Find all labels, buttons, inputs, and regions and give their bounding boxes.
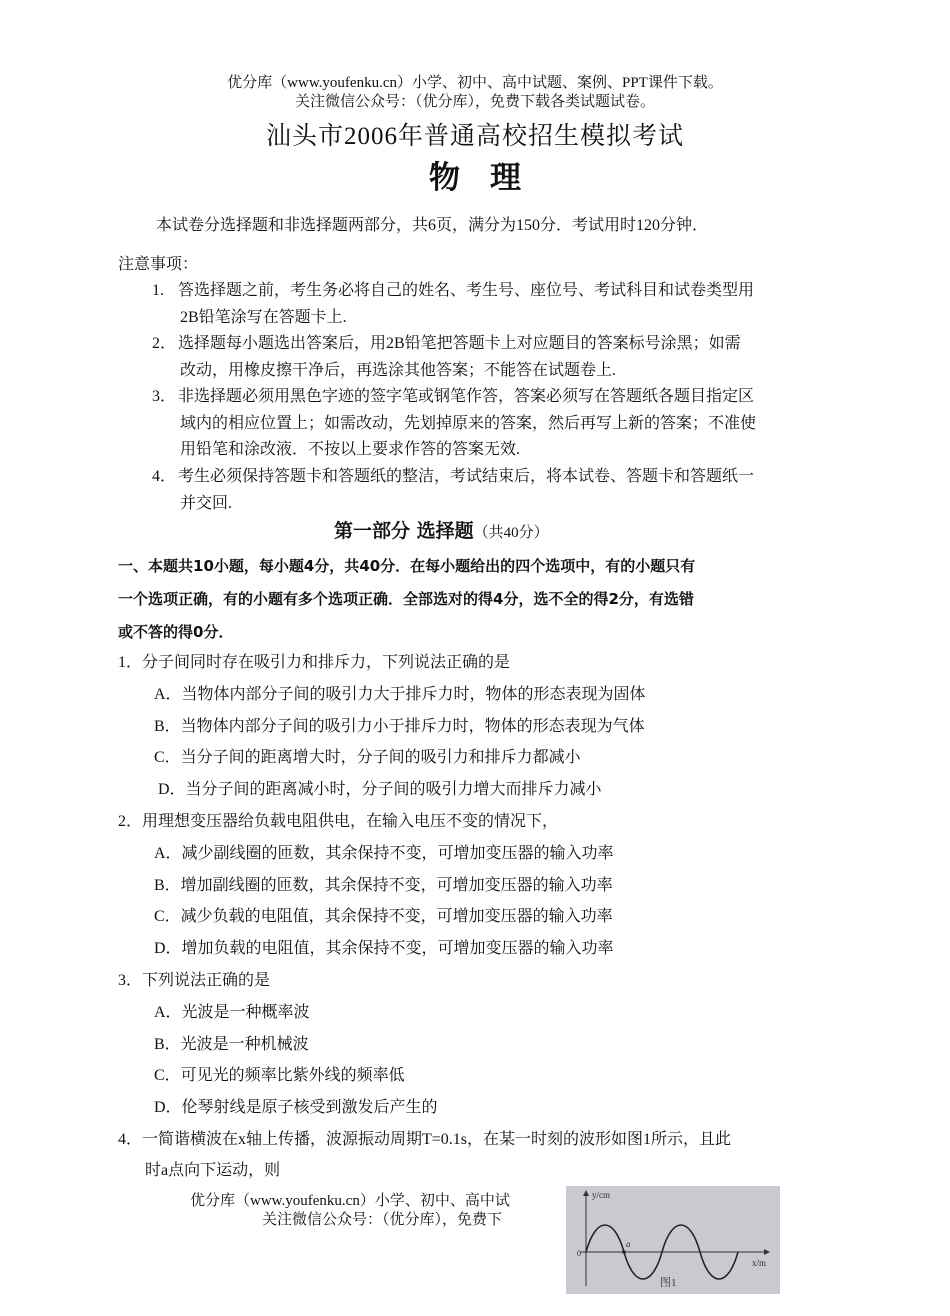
question-1-stem: 1．分子间同时存在吸引力和排斥力，下列说法正确的是 [118,654,511,671]
note-line: 2B铅笔涂写在答题卡上. [180,309,347,326]
instructions-line: 一、本题共10小题，每小题4分，共40分．在每小题给出的四个选项中，有的小题只有 [118,557,696,575]
question-2-option-a: A．减少副线圈的匝数，其余保持不变，可增加变压器的输入功率 [154,845,614,862]
x-axis-label: x/m [752,1258,767,1268]
note-line: 考生必须保持答题卡和答题纸的整洁，考试结束后，将本试卷、答题卡和答题纸一 [178,468,755,485]
note-number: 3． [152,388,177,405]
y-axis-label: y/cm [592,1190,610,1200]
note-number: 2． [152,335,177,352]
question-2-option-d: D．增加负载的电阻值，其余保持不变，可增加变压器的输入功率 [154,940,614,957]
question-3-option-a: A．光波是一种概率波 [154,1004,310,1021]
question-1-option-d: D．当分子间的距离减小时，分子间的吸引力增大而排斥力减小 [158,781,602,798]
origin-label: 0 [577,1249,581,1258]
point-a [622,1250,626,1254]
question-2-option-c: C．减少负载的电阻值，其余保持不变，可增加变压器的输入功率 [154,908,613,925]
exam-title: 汕头市2006年普通高校招生模拟考试 [265,123,684,150]
note-2 [152,334,741,354]
note-3 [152,387,754,407]
note-line: 答选择题之前，考生务必将自己的姓名、考生号、座位号、考试科目和试卷类型用 [178,282,755,299]
note-number: 1. [152,282,164,299]
question-3-stem: 3．下列说法正确的是 [118,972,271,989]
instructions-line: 一个选项正确，有的小题有多个选项正确．全部选对的得4分，选不全的得2分，有选错 [118,590,694,608]
footer-watermark-line-2: 关注微信公众号：（优分库），免费下 [262,1212,503,1228]
question-4-stem-continued: 时a点向下运动，则 [145,1162,281,1179]
question-4-stem: 4．一简谐横波在x轴上传播，波源振动周期T=0.1s，在某一时刻的波形如图1所示，且此 [118,1131,732,1148]
question-2-stem: 2．用理想变压器给负载电阻供电，在输入电压不变的情况下， [118,813,559,830]
x-axis-arrow [764,1249,770,1255]
part-one-heading [334,521,549,543]
note-line: 用铅笔和涂改液．不按以上要求作答的答案无效. [180,441,521,458]
question-3-option-d: D．伦琴射线是原子核受到激发后产生的 [154,1099,438,1116]
question-1-option-c: C．当分子间的距离增大时，分子间的吸引力和排斥力都减小 [154,749,581,766]
watermark-line-2: 关注微信公众号：（优分库），免费下载各类试题试卷。 [294,94,655,110]
figure-caption: 图1 [660,1277,677,1289]
question-3-option-b: B．光波是一种机械波 [154,1036,309,1053]
note-line: 非选择题必须用黑色字迹的签字笔或钢笔作答，答案必须写在答题纸各题目指定区 [178,388,755,405]
figure-1-wave-graph [566,1186,780,1294]
instructions-line: 或不答的得0分． [118,623,234,641]
question-3-option-c: C．可见光的频率比紫外线的频率低 [154,1067,405,1084]
notes-heading: 注意事项： [118,256,199,273]
question-1-option-b: B．当物体内部分子间的吸引力小于排斥力时，物体的形态表现为气体 [154,718,645,735]
note-line: 并交回. [180,495,233,512]
note-1 [152,281,754,301]
note-4 [152,467,754,487]
note-line: 改动，用橡皮擦干净后，再选涂其他答案；不能答在试题卷上. [180,362,617,379]
intro-text: 本试卷分选择题和非选择题两部分，共6页，满分为150分．考试用时120分钟． [156,217,709,234]
subject-title: 物理 [429,160,551,195]
watermark-line-1: 优分库（www.youfenku.cn）小学、初中、高中试题、案例、PPT课件下载。 [227,75,723,91]
question-1-option-a: A．当物体内部分子间的吸引力大于排斥力时，物体的形态表现为固体 [154,686,646,703]
footer-watermark-line-1: 优分库（www.youfenku.cn）小学、初中、高中试 [190,1193,510,1209]
question-2-option-b: B．增加副线圈的匝数，其余保持不变，可增加变压器的输入功率 [154,877,613,894]
part-one-points: （共40分） [473,525,549,541]
note-line: 域内的相应位置上；如需改动，先划掉原来的答案，然后再写上新的答案；不准使 [180,415,757,432]
point-a-label: a [626,1239,631,1249]
y-axis-arrow [583,1190,589,1196]
note-number: 4． [152,468,177,485]
note-line: 选择题每小题选出答案后，用2B铅笔把答题卡上对应题目的答案标号涂黑；如需 [178,335,741,352]
part-one-title: 第一部分 选择题 [334,520,474,542]
